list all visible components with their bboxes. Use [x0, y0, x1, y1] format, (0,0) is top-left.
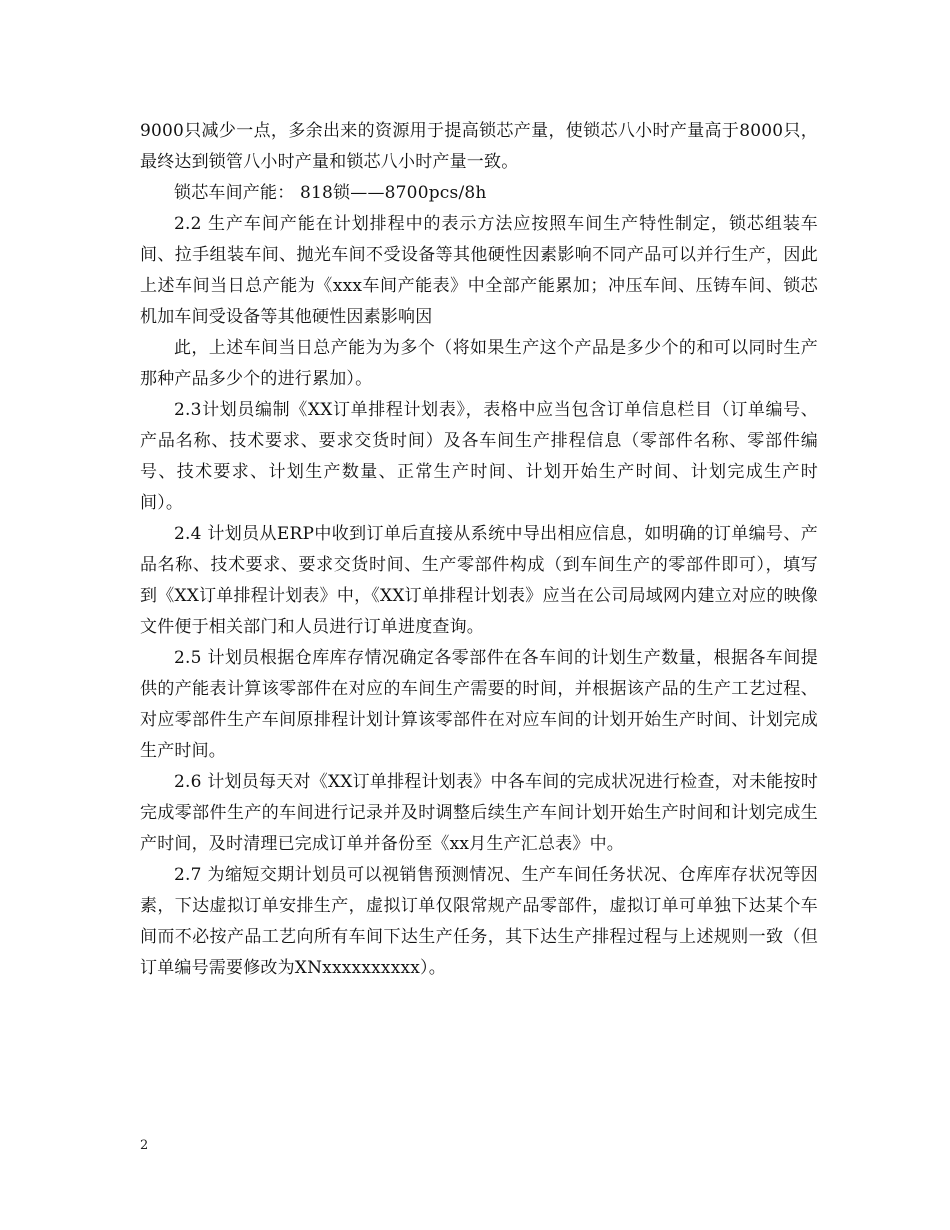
- document-body: [140, 116, 818, 984]
- paragraph-8: 2.6 计划员每天对《XX订单排程计划表》中各车间的完成状况进行检查，对未能按时完成零部件生产的车间进行记录并及时调整后续生产车间计划开始生产时间和计划完成生产时间，及时清理已完成订单并备份至《xx月生产汇总表》中。: [140, 772, 818, 854]
- paragraph-2: 锁芯车间产能： 818锁——8700pcs/8h: [174, 183, 487, 203]
- paragraph-4: 此，上述车间当日总产能为为多个（将如果生产这个产品是多少个的和可以同时生产那种产品多少个的进行累加）。: [140, 338, 818, 389]
- paragraph-9: 2.7 为缩短交期计划员可以视销售预测情况、生产车间任务状况、仓库库存状况等因素，下达虚拟订单安排生产，虚拟订单仅限常规产品零部件，虚拟订单可单独下达某个车间而不必按产品工艺向所有车间下达生产任务，其下达生产排程过程与上述规则一致（但订单编号需要修改为XNxxxxxxxxxx）。: [140, 865, 818, 978]
- paragraph-5: 2.3计划员编制《XX订单排程计划表》，表格中应当包含订单信息栏目（订单编号、产品名称、技术要求、要求交货时间）及各车间生产排程信息（零部件名称、零部件编号、技术要求、计划生产数量、正常生产时间、计划开始生产时间、计划完成生产时间）。: [140, 400, 818, 513]
- page-number: 2: [140, 1138, 149, 1153]
- paragraph-7: 2.5 计划员根据仓库库存情况确定各零部件在各车间的计划生产数量，根据各车间提供的产能表计算该零部件在对应的车间生产需要的时间，并根据该产品的生产工艺过程、对应零部件生产车间原排程计划计算该零部件在对应车间的计划开始生产时间、计划完成生产时间。: [140, 648, 818, 761]
- paragraph-3: 2.2 生产车间产能在计划排程中的表示方法应按照车间生产特性制定，锁芯组装车间、拉手组装车间、抛光车间不受设备等其他硬性因素影响不同产品可以并行生产，因此上述车间当日总产能为《xxx车间产能表》中全部产能累加；冲压车间、压铸车间、锁芯机加车间受设备等其他硬性因素影响因: [140, 214, 818, 327]
- paragraph-6: 2.4 计划员从ERP中收到订单后直接从系统中导出相应信息，如明确的订单编号、产品名称、技术要求、要求交货时间、生产零部件构成（到车间生产的零部件即可），填写到《XX订单排程计划表》中，《XX订单排程计划表》应当在公司局域网内建立对应的映像文件便于相关部门和人员进行订单进度查询。: [140, 524, 818, 637]
- paragraph-1: 9000只减少一点，多余出来的资源用于提高锁芯产量，使锁芯八小时产量高于8000只，最终达到锁管八小时产量和锁芯八小时产量一致。: [140, 121, 818, 172]
